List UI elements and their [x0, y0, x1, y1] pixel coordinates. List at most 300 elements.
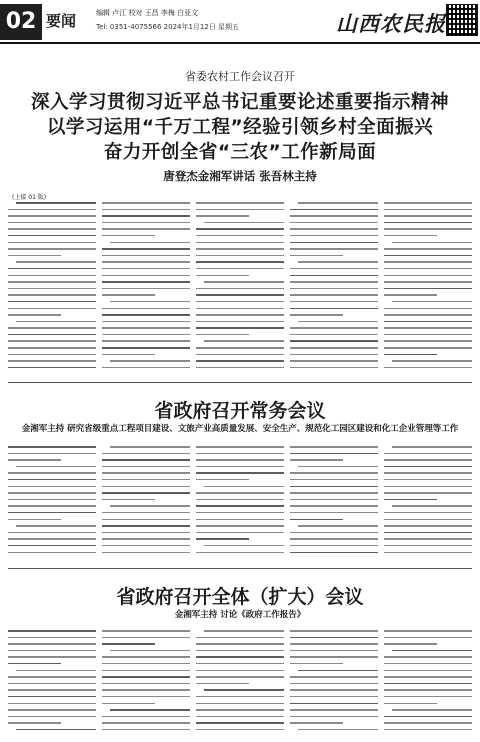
text-line: [16, 525, 96, 527]
text-line: [16, 321, 96, 323]
text-line: [384, 663, 472, 665]
text-line: [8, 637, 96, 639]
text-line: [392, 709, 472, 711]
text-line: [8, 656, 96, 658]
text-line: [298, 202, 378, 204]
text-line: [290, 222, 378, 224]
text-line: [384, 716, 472, 718]
editor-credits: 编辑 卢江 校对 王昌 李梅 白亚文: [96, 9, 199, 17]
text-line: [8, 347, 96, 349]
text-line: [384, 630, 472, 632]
text-line: [384, 222, 472, 224]
article3-column: [102, 630, 190, 736]
text-line: [384, 215, 472, 217]
text-line: [290, 255, 343, 257]
text-line: [196, 519, 284, 521]
text-line: [110, 301, 190, 303]
text-line: [102, 545, 190, 547]
text-line: [8, 630, 96, 632]
text-line: [290, 532, 378, 534]
text-line: [8, 354, 96, 356]
article3-column: [196, 630, 284, 736]
text-line: [8, 643, 96, 645]
article1-column: [290, 202, 378, 378]
text-line: [384, 519, 472, 521]
text-line: [8, 545, 96, 547]
text-line: [290, 479, 378, 481]
text-line: [196, 722, 284, 724]
text-line: [384, 643, 437, 645]
text-line: [196, 288, 284, 290]
text-line: [8, 499, 96, 501]
text-line: [384, 202, 472, 204]
text-line: [196, 479, 249, 481]
article2-column: [196, 446, 284, 564]
text-line: [290, 703, 378, 705]
text-line: [8, 294, 96, 296]
text-line: [384, 492, 472, 494]
text-line: [204, 545, 284, 547]
text-line: [196, 261, 284, 263]
text-line: [8, 446, 96, 448]
text-line: [196, 301, 284, 303]
text-line: [290, 459, 343, 461]
text-line: [384, 288, 472, 290]
text-line: [196, 532, 284, 534]
text-line: [384, 228, 472, 230]
text-line: [8, 683, 96, 685]
text-line: [196, 248, 284, 250]
text-line: [102, 453, 190, 455]
text-line: [8, 709, 96, 711]
text-line: [8, 722, 61, 724]
article1-kicker: 省委农村工作会议召开: [185, 70, 295, 83]
article1-column: [384, 202, 472, 378]
text-line: [384, 340, 472, 342]
text-line: [196, 716, 284, 718]
text-line: [102, 663, 190, 665]
text-line: [298, 261, 378, 263]
text-line: [102, 327, 190, 329]
text-line: [290, 722, 343, 724]
text-line: [290, 446, 378, 448]
text-line: [384, 235, 437, 237]
header-rule: [0, 42, 480, 44]
text-line: [196, 472, 284, 474]
text-line: [384, 255, 472, 257]
text-line: [8, 486, 96, 488]
text-line: [290, 676, 378, 678]
text-line: [290, 499, 378, 501]
article1-column: [8, 202, 96, 378]
text-line: [16, 261, 96, 263]
text-line: [384, 512, 472, 514]
text-line: [384, 347, 472, 349]
text-line: [102, 683, 190, 685]
text-line: [196, 466, 284, 468]
text-line: [102, 228, 190, 230]
text-line: [110, 505, 190, 507]
text-line: [8, 242, 96, 244]
article2-column: [290, 446, 378, 564]
article1-headline-line2: 以学习运用“千万工程”经验引领乡村全面振兴: [46, 117, 434, 138]
text-line: [8, 689, 96, 691]
text-line: [102, 354, 155, 356]
text-line: [290, 472, 378, 474]
text-line: [8, 716, 96, 718]
text-line: [204, 630, 284, 632]
text-line: [384, 294, 437, 296]
text-line: [290, 347, 378, 349]
text-line: [196, 321, 284, 323]
text-line: [8, 532, 96, 534]
text-line: [290, 360, 378, 362]
text-line: [384, 689, 472, 691]
text-line: [16, 466, 96, 468]
article1-column: [196, 202, 284, 378]
text-line: [196, 683, 249, 685]
text-line: [204, 281, 284, 283]
text-line: [290, 492, 378, 494]
text-line: [110, 360, 190, 362]
text-line: [290, 215, 378, 217]
text-line: [102, 670, 190, 672]
text-line: [8, 334, 96, 336]
text-line: [8, 228, 96, 230]
text-line: [290, 209, 378, 211]
text-line: [102, 703, 155, 705]
text-line: [290, 288, 378, 290]
text-line: [196, 525, 284, 527]
text-line: [290, 248, 378, 250]
text-line: [8, 215, 96, 217]
text-line: [196, 367, 284, 369]
text-line: [196, 360, 284, 362]
text-line: [8, 340, 96, 342]
text-line: [384, 314, 472, 316]
text-line: [384, 308, 472, 310]
text-line: [8, 538, 96, 540]
article2-headline: 省政府召开常务会议: [154, 400, 326, 422]
text-line: [384, 656, 472, 658]
masthead: [0, 0, 480, 48]
text-line: [392, 505, 472, 507]
text-line: [290, 327, 378, 329]
text-line: [290, 275, 378, 277]
text-line: [102, 656, 190, 658]
text-line: [204, 486, 284, 488]
text-line: [102, 334, 190, 336]
text-line: [102, 722, 190, 724]
article2-body: [8, 446, 472, 564]
section-title: 要闻: [46, 12, 77, 30]
text-line: [196, 729, 284, 731]
text-line: [8, 552, 96, 554]
text-line: [196, 703, 284, 705]
text-line: [102, 630, 190, 632]
text-line: [290, 505, 378, 507]
article3-deck: 金湘军主持 讨论《政府工作报告》: [174, 610, 306, 620]
text-line: [384, 545, 472, 547]
text-line: [8, 492, 96, 494]
text-line: [102, 347, 190, 349]
text-line: [384, 453, 472, 455]
text-line: [8, 301, 96, 303]
text-line: [196, 676, 284, 678]
text-line: [102, 716, 190, 718]
text-line: [196, 696, 284, 698]
text-line: [8, 459, 61, 461]
text-line: [290, 268, 378, 270]
text-line: [102, 643, 155, 645]
text-line: [102, 532, 190, 534]
text-line: [196, 347, 284, 349]
text-line: [298, 525, 378, 527]
text-line: [8, 453, 96, 455]
text-line: [196, 459, 284, 461]
text-line: [298, 321, 378, 323]
text-line: [8, 367, 96, 369]
text-line: [102, 729, 190, 731]
text-line: [196, 656, 284, 658]
text-line: [110, 650, 190, 652]
text-line: [102, 202, 190, 204]
text-line: [290, 235, 378, 237]
text-line: [290, 242, 378, 244]
text-line: [196, 643, 284, 645]
text-line: [384, 499, 437, 501]
text-line: [196, 268, 284, 270]
text-line: [8, 268, 96, 270]
text-line: [102, 261, 190, 263]
article3-headline: 省政府召开全体（扩大）会议: [116, 586, 364, 608]
text-line: [196, 505, 284, 507]
text-line: [110, 709, 190, 711]
text-line: [384, 209, 472, 211]
text-line: [8, 235, 96, 237]
text-line: [102, 255, 190, 257]
text-line: [102, 499, 155, 501]
article1-byline: 唐登杰金湘军讲话 张吾林主持: [163, 169, 317, 183]
article2-column: [8, 446, 96, 564]
text-line: [196, 255, 284, 257]
text-line: [298, 729, 378, 731]
text-line: [290, 334, 378, 336]
text-line: [290, 716, 378, 718]
text-line: [8, 663, 61, 665]
text-line: [102, 492, 190, 494]
text-line: [8, 281, 96, 283]
text-line: [196, 499, 284, 501]
text-line: [102, 222, 190, 224]
text-line: [384, 525, 472, 527]
text-line: [16, 670, 96, 672]
text-line: [196, 202, 284, 204]
text-line: [196, 294, 284, 296]
text-line: [290, 301, 378, 303]
text-line: [196, 512, 284, 514]
text-line: [384, 670, 472, 672]
text-line: [384, 532, 472, 534]
text-line: [384, 367, 472, 369]
text-line: [384, 683, 472, 685]
text-line: [290, 367, 378, 369]
text-line: [384, 248, 472, 250]
text-line: [102, 308, 190, 310]
text-line: [196, 709, 284, 711]
text-line: [196, 354, 284, 356]
article2-deck: 金湘军主持 研究省级重点工程项目建设、文旅产业高质量发展、安全生产、规范化工园区建设和化工企业管理等工作: [21, 424, 459, 434]
text-line: [102, 340, 190, 342]
text-line: [384, 722, 472, 724]
text-line: [196, 538, 249, 540]
text-line: [290, 519, 343, 521]
text-line: [102, 552, 190, 554]
text-line: [290, 512, 378, 514]
text-line: [384, 275, 472, 277]
text-line: [8, 248, 96, 250]
text-line: [290, 689, 378, 691]
text-line: [102, 676, 190, 678]
article3-column: [8, 630, 96, 736]
text-line: [290, 228, 378, 230]
text-line: [384, 552, 472, 554]
text-line: [384, 472, 472, 474]
text-line: [102, 215, 190, 217]
text-line: [392, 242, 472, 244]
text-line: [384, 459, 472, 461]
text-line: [102, 281, 190, 283]
text-line: [102, 288, 190, 290]
text-line: [384, 466, 472, 468]
qr-code-icon: [446, 4, 478, 36]
text-line: [102, 512, 190, 514]
contact-date: Tel: 0351-4075566 2024年1月12日 星期五: [96, 23, 240, 31]
text-line: [102, 519, 190, 521]
text-line: [384, 354, 437, 356]
text-line: [204, 222, 284, 224]
text-line: [196, 327, 284, 329]
text-line: [102, 294, 155, 296]
text-line: [102, 314, 190, 316]
text-line: [196, 453, 284, 455]
text-line: [102, 235, 155, 237]
text-line: [8, 512, 96, 514]
text-line: [8, 327, 96, 329]
article1-headline-line1: 深入学习贯彻习近平总书记重要论述重要指示精神: [30, 92, 449, 113]
text-line: [290, 453, 378, 455]
text-line: [102, 466, 190, 468]
text-line: [102, 696, 190, 698]
text-line: [384, 696, 472, 698]
text-line: [384, 729, 472, 731]
text-line: [290, 656, 378, 658]
section-divider: [8, 568, 472, 569]
text-line: [290, 314, 343, 316]
text-line: [8, 360, 96, 362]
text-line: [8, 676, 96, 678]
text-line: [384, 703, 437, 705]
text-line: [8, 696, 96, 698]
text-line: [102, 275, 190, 277]
text-line: [8, 650, 96, 652]
text-line: [102, 637, 190, 639]
page-number: 02: [0, 4, 42, 40]
article1-body: [8, 202, 472, 378]
article3-column: [384, 630, 472, 736]
text-line: [196, 663, 284, 665]
text-line: [392, 650, 472, 652]
section-divider: [8, 382, 472, 383]
text-line: [290, 552, 378, 554]
text-line: [102, 209, 190, 211]
text-line: [290, 683, 378, 685]
text-line: [290, 308, 378, 310]
text-line: [392, 360, 472, 362]
text-line: [102, 268, 190, 270]
text-line: [290, 340, 378, 342]
text-line: [8, 314, 61, 316]
text-line: [290, 650, 378, 652]
text-line: [196, 209, 284, 211]
text-line: [290, 486, 378, 488]
article1-dateline: (上接 01 版): [12, 194, 47, 201]
text-line: [16, 729, 96, 731]
text-line: [8, 505, 96, 507]
text-line: [8, 222, 96, 224]
text-line: [384, 327, 472, 329]
text-line: [8, 209, 96, 211]
text-line: [102, 479, 190, 481]
text-line: [298, 670, 378, 672]
text-line: [196, 235, 284, 237]
text-line: [196, 650, 284, 652]
text-line: [110, 242, 190, 244]
text-line: [102, 525, 190, 527]
text-line: [196, 215, 249, 217]
article2-column: [384, 446, 472, 564]
text-line: [8, 308, 96, 310]
text-line: [384, 268, 472, 270]
text-line: [204, 689, 284, 691]
article3-body: [8, 630, 472, 736]
text-line: [196, 637, 284, 639]
text-line: [290, 709, 378, 711]
text-line: [290, 545, 378, 547]
text-line: [102, 321, 190, 323]
text-line: [290, 354, 378, 356]
article1-headline-line3: 奋力开创全省“三农”工作新局面: [103, 142, 377, 163]
text-line: [8, 703, 96, 705]
text-line: [110, 446, 190, 448]
text-line: [196, 334, 249, 336]
text-line: [8, 288, 96, 290]
text-line: [384, 281, 472, 283]
text-line: [8, 472, 96, 474]
text-line: [102, 538, 190, 540]
text-line: [392, 446, 472, 448]
text-line: [196, 446, 284, 448]
text-line: [196, 314, 284, 316]
text-line: [290, 637, 378, 639]
text-line: [8, 275, 96, 277]
text-line: [290, 630, 378, 632]
text-line: [384, 321, 472, 323]
text-line: [8, 519, 61, 521]
text-line: [204, 340, 284, 342]
text-line: [8, 255, 61, 257]
text-line: [384, 261, 472, 263]
